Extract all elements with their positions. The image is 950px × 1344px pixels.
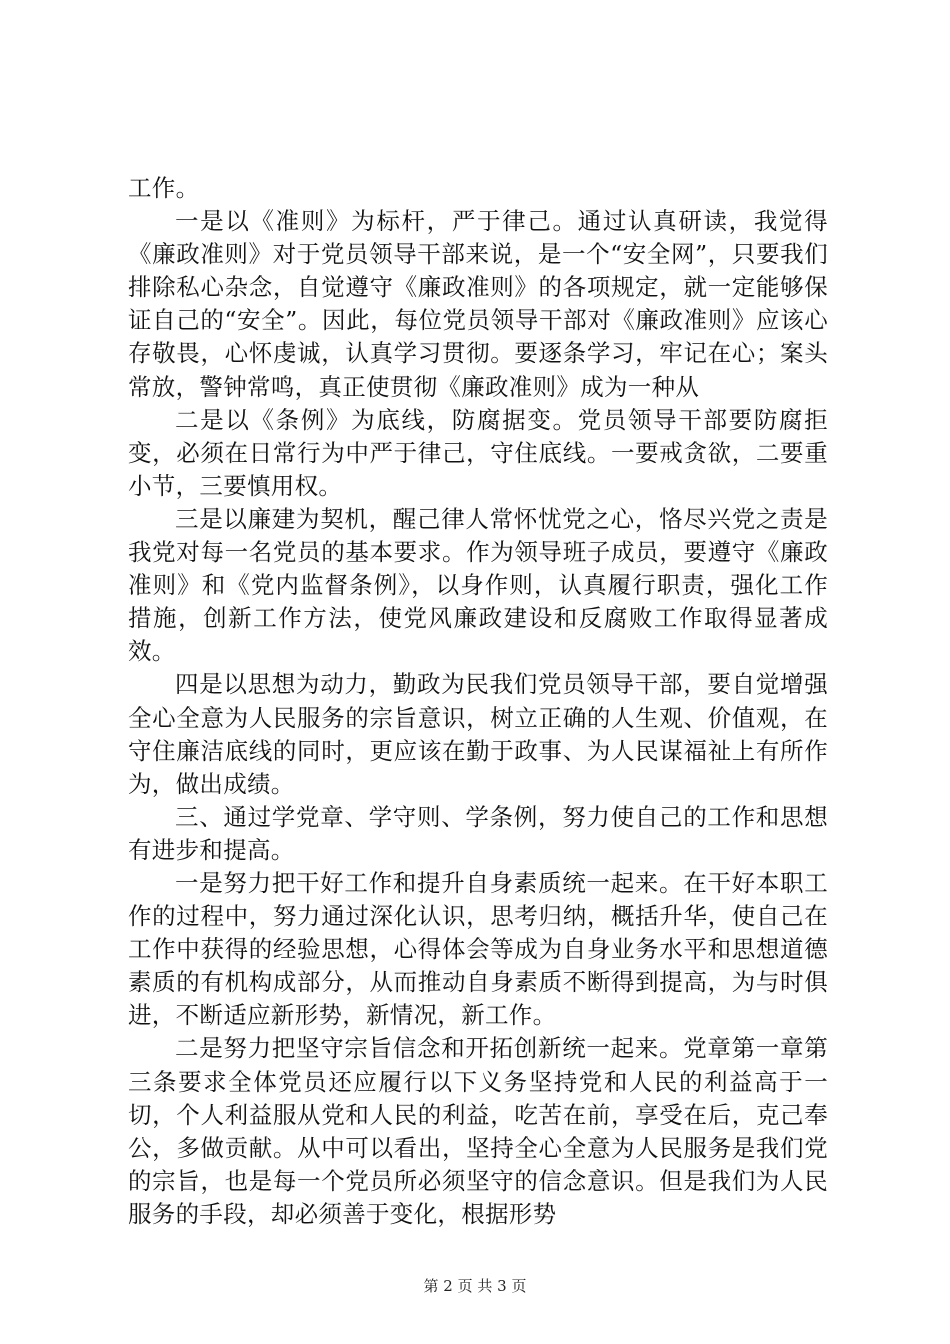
paragraph-2: 一是以《准则》为标杆，严于律己。通过认真研读，我觉得《廉政准则》对于党员领导干部来说，是一个“安全网”，只要我们排除私心杂念，自觉遵守《廉政准则》的各项规定，就一定能够保证自己的“安全”。因此，每位党员领导干部对《廉政准则》应该心存敬畏，心怀虔诚，认真学习贯彻。要逐条学习，牢记在心；案头常放，警钟常鸣，真正使贯彻《廉政准则》成为一种从: [128, 207, 828, 401]
paragraph-3: 二是以《条例》为底线，防腐据变。党员领导干部要防腐拒变，必须在日常行为中严于律己，守住底线。一要戒贪欲，二要重小节，三要慎用权。: [128, 405, 828, 500]
paragraph-5: 四是以思想为动力，勤政为民我们党员领导干部，要自觉增强全心全意为人民服务的宗旨意识，树立正确的人生观、价值观，在守住廉洁底线的同时，更应该在勤于政事、为人民谋福祉上有所作为，做出成绩。: [128, 670, 828, 798]
paragraph-4: 三是以廉建为契机，醒己律人常怀忧党之心，恪尽兴党之责是我党对每一名党员的基本要求。作为领导班子成员，要遵守《廉政准则》和《党内监督条例》，以身作则，认真履行职责，强化工作措施，创新工作方法，使党风廉政建设和反腐败工作取得显著成效。: [128, 504, 828, 666]
paragraph-8: 二是努力把坚守宗旨信念和开拓创新统一起来。党章第一章第三条要求全体党员还应履行以下义务坚持党和人民的利益高于一切，个人利益服从党和人民的利益，吃苦在前，享受在后，克己奉公，多做贡献。从中可以看出，坚持全心全意为人民服务是我们党的宗旨，也是每一个党员所必须坚守的信念意识。但是我们为人民服务的手段，却必须善于变化，根据形势: [128, 1034, 828, 1228]
paragraph-6: 三、通过学党章、学守则、学条例，努力使自己的工作和思想有进步和提高。: [128, 802, 828, 864]
paragraph-1: 工作。: [128, 174, 200, 202]
document-body: [128, 172, 828, 1231]
paragraph-7: 一是努力把干好工作和提升自身素质统一起来。在干好本职工作的过程中，努力通过深化认识，思考归纳，概括升华，使自己在工作中获得的经验思想，心得体会等成为自身业务水平和思想道德素质的有机构成部分，从而推动自身素质不断得到提高，为与时俱进，不断适应新形势，新情况，新工作。: [128, 868, 828, 1030]
page-number-footer: 第 2 页 共 3 页: [423, 1277, 527, 1295]
